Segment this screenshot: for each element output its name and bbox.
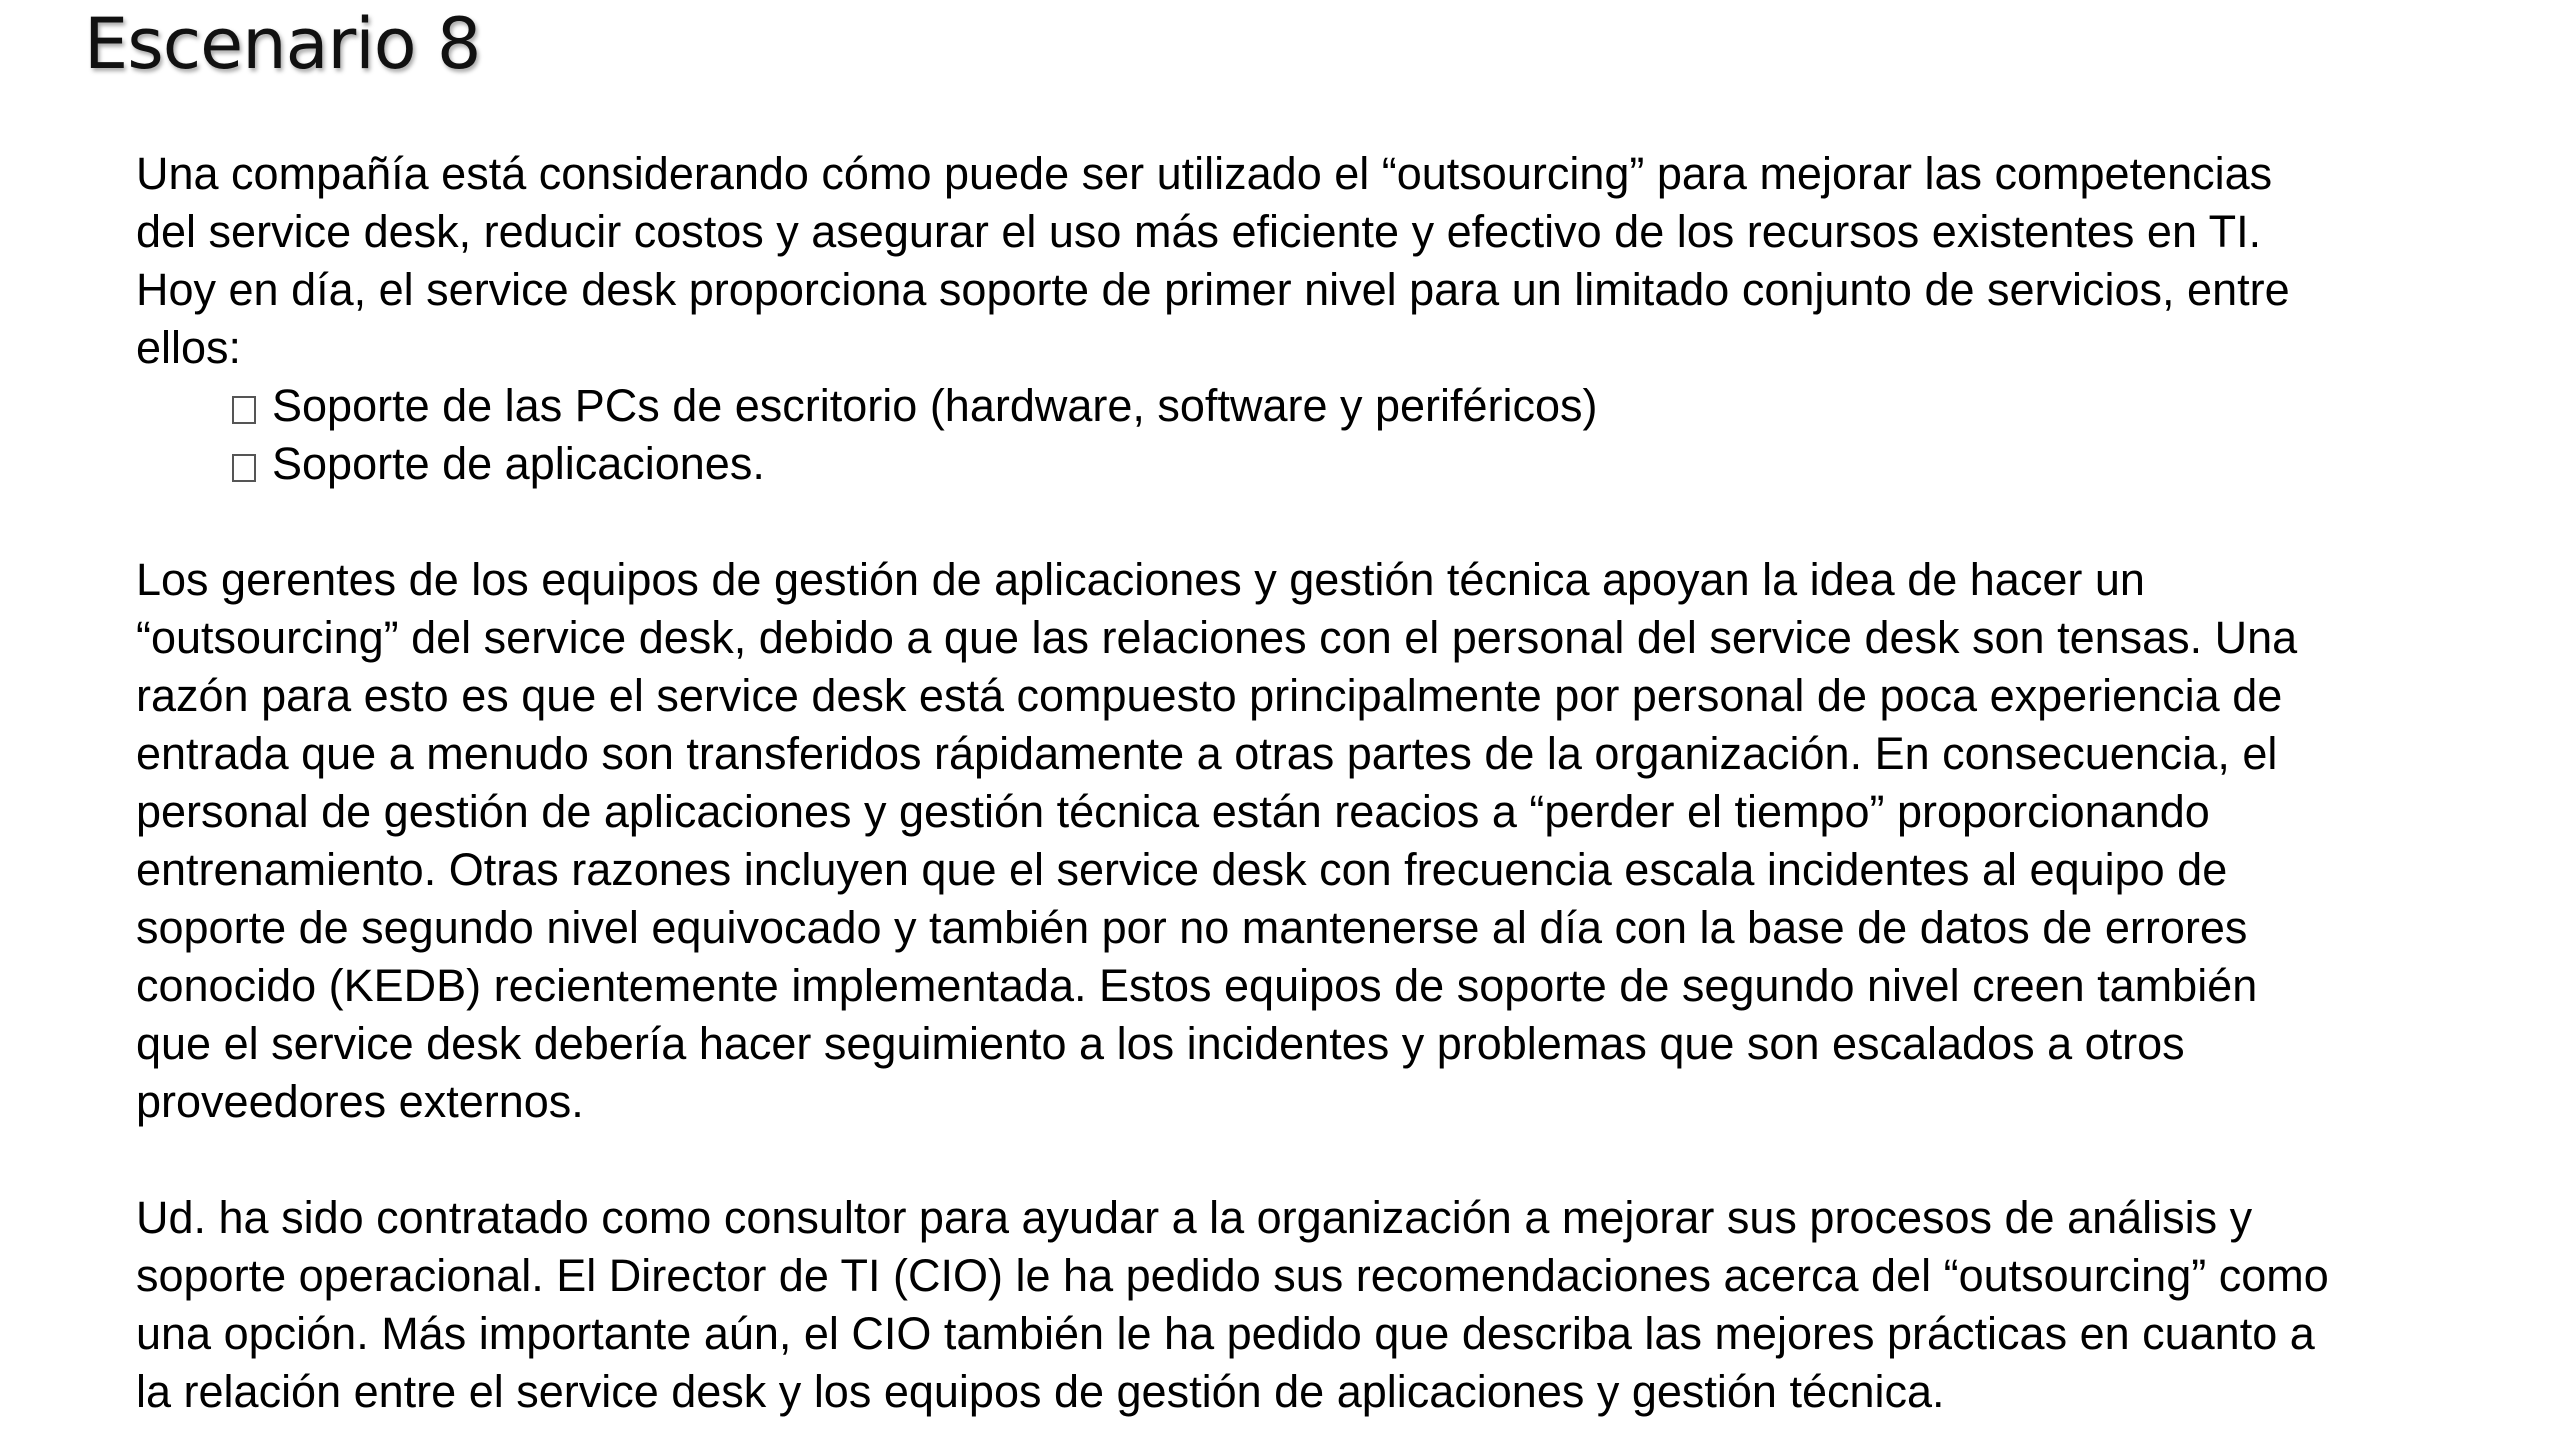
text-line: proveedores externos. <box>136 1076 584 1127</box>
text-line: Ud. ha sido contratado como consultor para ayudar a la organización a mejorar sus procesos de análisis y <box>136 1192 2253 1243</box>
text-line: Una compañía está considerando cómo puede ser utilizado el “outsourcing” para mejorar las competencias <box>136 148 2273 199</box>
text-line: razón para esto es que el service desk está compuesto principalmente por personal de poca experiencia de <box>136 670 2283 721</box>
slide-title: Escenario 8 <box>84 3 481 85</box>
empty-square-icon <box>232 454 256 482</box>
text-line: la relación entre el service desk y los equipos de gestión de aplicaciones y gestión técnica. <box>136 1366 1945 1417</box>
bullet-item <box>232 435 2516 493</box>
text-line: una opción. Más importante aún, el CIO también le ha pedido que describa las mejores prácticas en cuanto a <box>136 1308 2315 1359</box>
paragraph-assignment <box>136 1189 2516 1421</box>
text-line: personal de gestión de aplicaciones y gestión técnica están reacios a “perder el tiempo” proporcionando <box>136 786 2210 837</box>
text-line: conocido (KEDB) recientemente implementada. Estos equipos de soporte de segundo nivel creen también <box>136 960 2258 1011</box>
bullet-text: Soporte de las PCs de escritorio (hardware, software y periféricos) <box>272 380 1598 431</box>
paragraph-intro <box>136 145 2516 377</box>
text-line: entrenamiento. Otras razones incluyen que el service desk con frecuencia escala incidentes al equipo de <box>136 844 2228 895</box>
bullet-item <box>232 377 2516 435</box>
text-line: Los gerentes de los equipos de gestión de aplicaciones y gestión técnica apoyan la idea de hacer un <box>136 554 2145 605</box>
paragraph-spacer <box>136 493 2516 551</box>
text-line: “outsourcing” del service desk, debido a que las relaciones con el personal del service desk son tensas. Una <box>136 612 2298 663</box>
text-line: que el service desk debería hacer seguimiento a los incidentes y problemas que son escalados a otros <box>136 1018 2185 1069</box>
text-line: del service desk, reducir costos y asegurar el uso más eficiente y efectivo de los recursos existentes en TI. <box>136 206 2262 257</box>
bullet-list <box>136 377 2516 493</box>
text-line: ellos: <box>136 322 242 373</box>
slide-body <box>136 145 2516 1421</box>
text-line: soporte de segundo nivel equivocado y también por no mantenerse al día con la base de datos de errores <box>136 902 2248 953</box>
paragraph-context <box>136 551 2516 1131</box>
empty-square-icon <box>232 396 256 424</box>
paragraph-spacer <box>136 1131 2516 1189</box>
text-line: Hoy en día, el service desk proporciona soporte de primer nivel para un limitado conjunto de servicios, entre <box>136 264 2290 315</box>
text-line: soporte operacional. El Director de TI (CIO) le ha pedido sus recomendaciones acerca del “outsourcing” como <box>136 1250 2329 1301</box>
text-line: entrada que a menudo son transferidos rápidamente a otras partes de la organización. En consecuencia, el <box>136 728 2278 779</box>
bullet-text: Soporte de aplicaciones. <box>272 438 765 489</box>
